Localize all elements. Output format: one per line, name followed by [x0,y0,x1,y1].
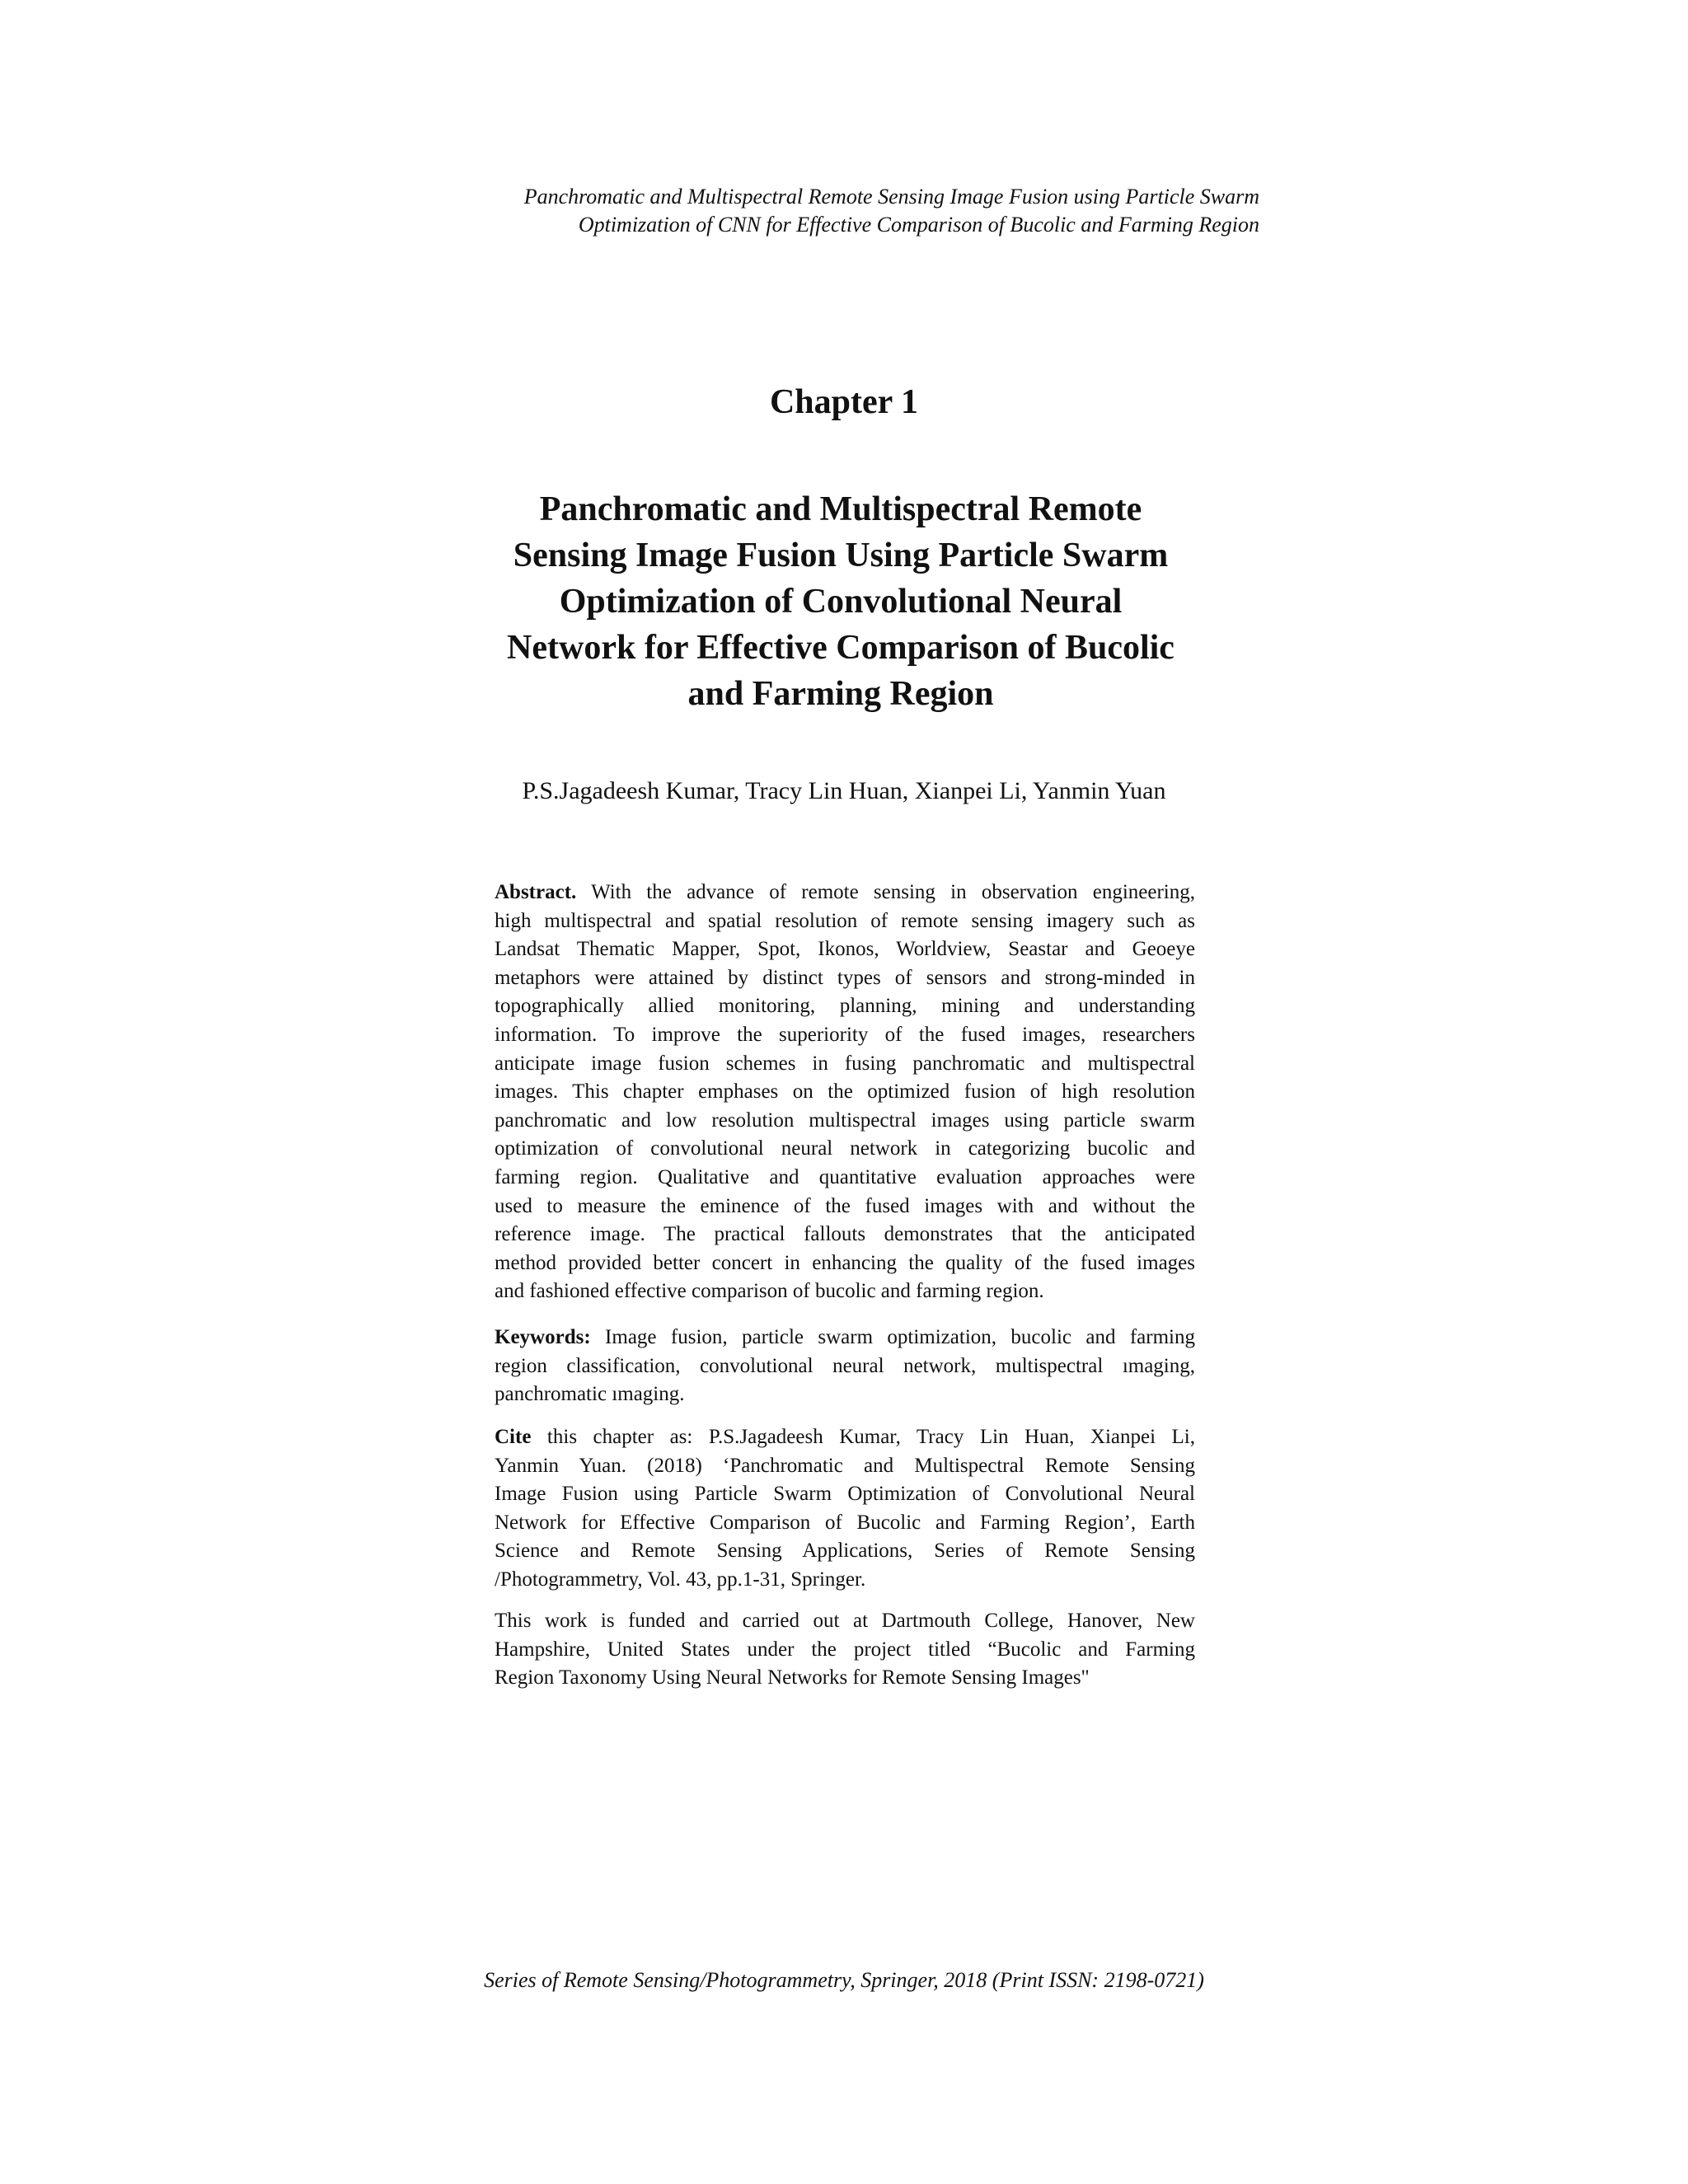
abstract-line: topographically allied monitoring, planning, mining and understanding [495,995,1195,1018]
abstract-line: optimization of convolutional neural network in categorizing bucolic and [495,1137,1195,1160]
running-header-line-2: Optimization of CNN for Effective Comparison of Bucolic and Farming Region [578,213,1259,237]
funding-note [495,1607,1195,1693]
abstract-text: With the advance of remote sensing in observation engineering, [591,881,1195,903]
abstract-line: reference image. The practical fallouts demonstrates that the anticipated [495,1223,1195,1246]
keywords-label: Keywords: [495,1326,591,1348]
abstract-label: Abstract. [495,881,577,903]
chapter-title [462,486,1220,717]
title-line: and Farming Region [687,675,994,713]
funding-line: Region Taxonomy Using Neural Networks for Remote Sensing Images" [495,1666,1090,1690]
series-footer: Series of Remote Sensing/Photogrammetry, Springer, 2018 (Print ISSN: 2198-0721) [484,1968,1204,1992]
cite-label: Cite [495,1426,532,1448]
citation [495,1423,1195,1595]
keywords-text: Image fusion, particle swarm optimization, bucolic and farming [605,1326,1195,1348]
citation-line: /Photogrammetry, Vol. 43, pp.1-31, Springer. [495,1568,866,1591]
abstract-line: method provided better concert in enhancing the quality of the fused images [495,1251,1195,1274]
keywords-line: region classification, convolutional neural network, multispectral ımaging, [495,1354,1195,1377]
title-line: Optimization of Convolutional Neural [559,583,1123,621]
chapter-label: Chapter 1 [769,383,919,421]
abstract-line: metaphors were attained by distinct types of sensors and strong-minded in [495,966,1195,989]
title-line: Panchromatic and Multispectral Remote [539,490,1142,528]
keywords-line [495,1324,1195,1352]
keywords [495,1324,1195,1409]
abstract-line: high multispectral and spatial resolution of remote sensing imagery such as [495,909,1195,932]
abstract-line: farming region. Qualitative and quantitative evaluation approaches were [495,1165,1195,1188]
abstract-line: panchromatic and low resolution multispectral images using particle swarm [495,1108,1195,1132]
keywords-line: panchromatic ımaging. [495,1383,685,1406]
abstract-line: anticipate image fusion schemes in fusing panchromatic and multispectral [495,1052,1195,1075]
citation-line: Yanmin Yuan. (2018) ‘Panchromatic and Multispectral Remote Sensing [495,1454,1195,1477]
citation-line [495,1423,1195,1452]
funding-line: Hampshire, United States under the project titled “Bucolic and Farming [495,1638,1195,1661]
abstract-line [495,879,1195,907]
title-line: Sensing Image Fusion Using Particle Swarm [513,537,1169,574]
abstract-line: and fashioned effective comparison of bucolic and farming region. [495,1280,1044,1303]
author-list: P.S.Jagadeesh Kumar, Tracy Lin Huan, Xianpei Li, Yanmin Yuan [522,777,1166,804]
abstract-line: images. This chapter emphases on the optimized fusion of high resolution [495,1080,1195,1104]
abstract [495,879,1195,1306]
citation-line: Network for Effective Comparison of Bucolic and Farming Region’, Earth [495,1511,1195,1534]
abstract-line: Landsat Thematic Mapper, Spot, Ikonos, Worldview, Seastar and Geoeye [495,938,1195,961]
abstract-line: information. To improve the superiority of the fused images, researchers [495,1023,1195,1046]
citation-line: Science and Remote Sensing Applications, Series of Remote Sensing [495,1540,1195,1563]
abstract-line: used to measure the eminence of the fused images with and without the [495,1194,1195,1217]
running-header-line-1: Panchromatic and Multispectral Remote Sensing Image Fusion using Particle Swarm [523,185,1259,209]
citation-text: this chapter as: P.S.Jagadeesh Kumar, Tracy Lin Huan, Xianpei Li, [546,1426,1196,1448]
running-header [353,183,1259,239]
title-line: Network for Effective Comparison of Bucolic [507,629,1175,667]
citation-line: Image Fusion using Particle Swarm Optimization of Convolutional Neural [495,1483,1195,1506]
funding-line: This work is funded and carried out at Dartmouth College, Hanover, New [495,1610,1195,1632]
